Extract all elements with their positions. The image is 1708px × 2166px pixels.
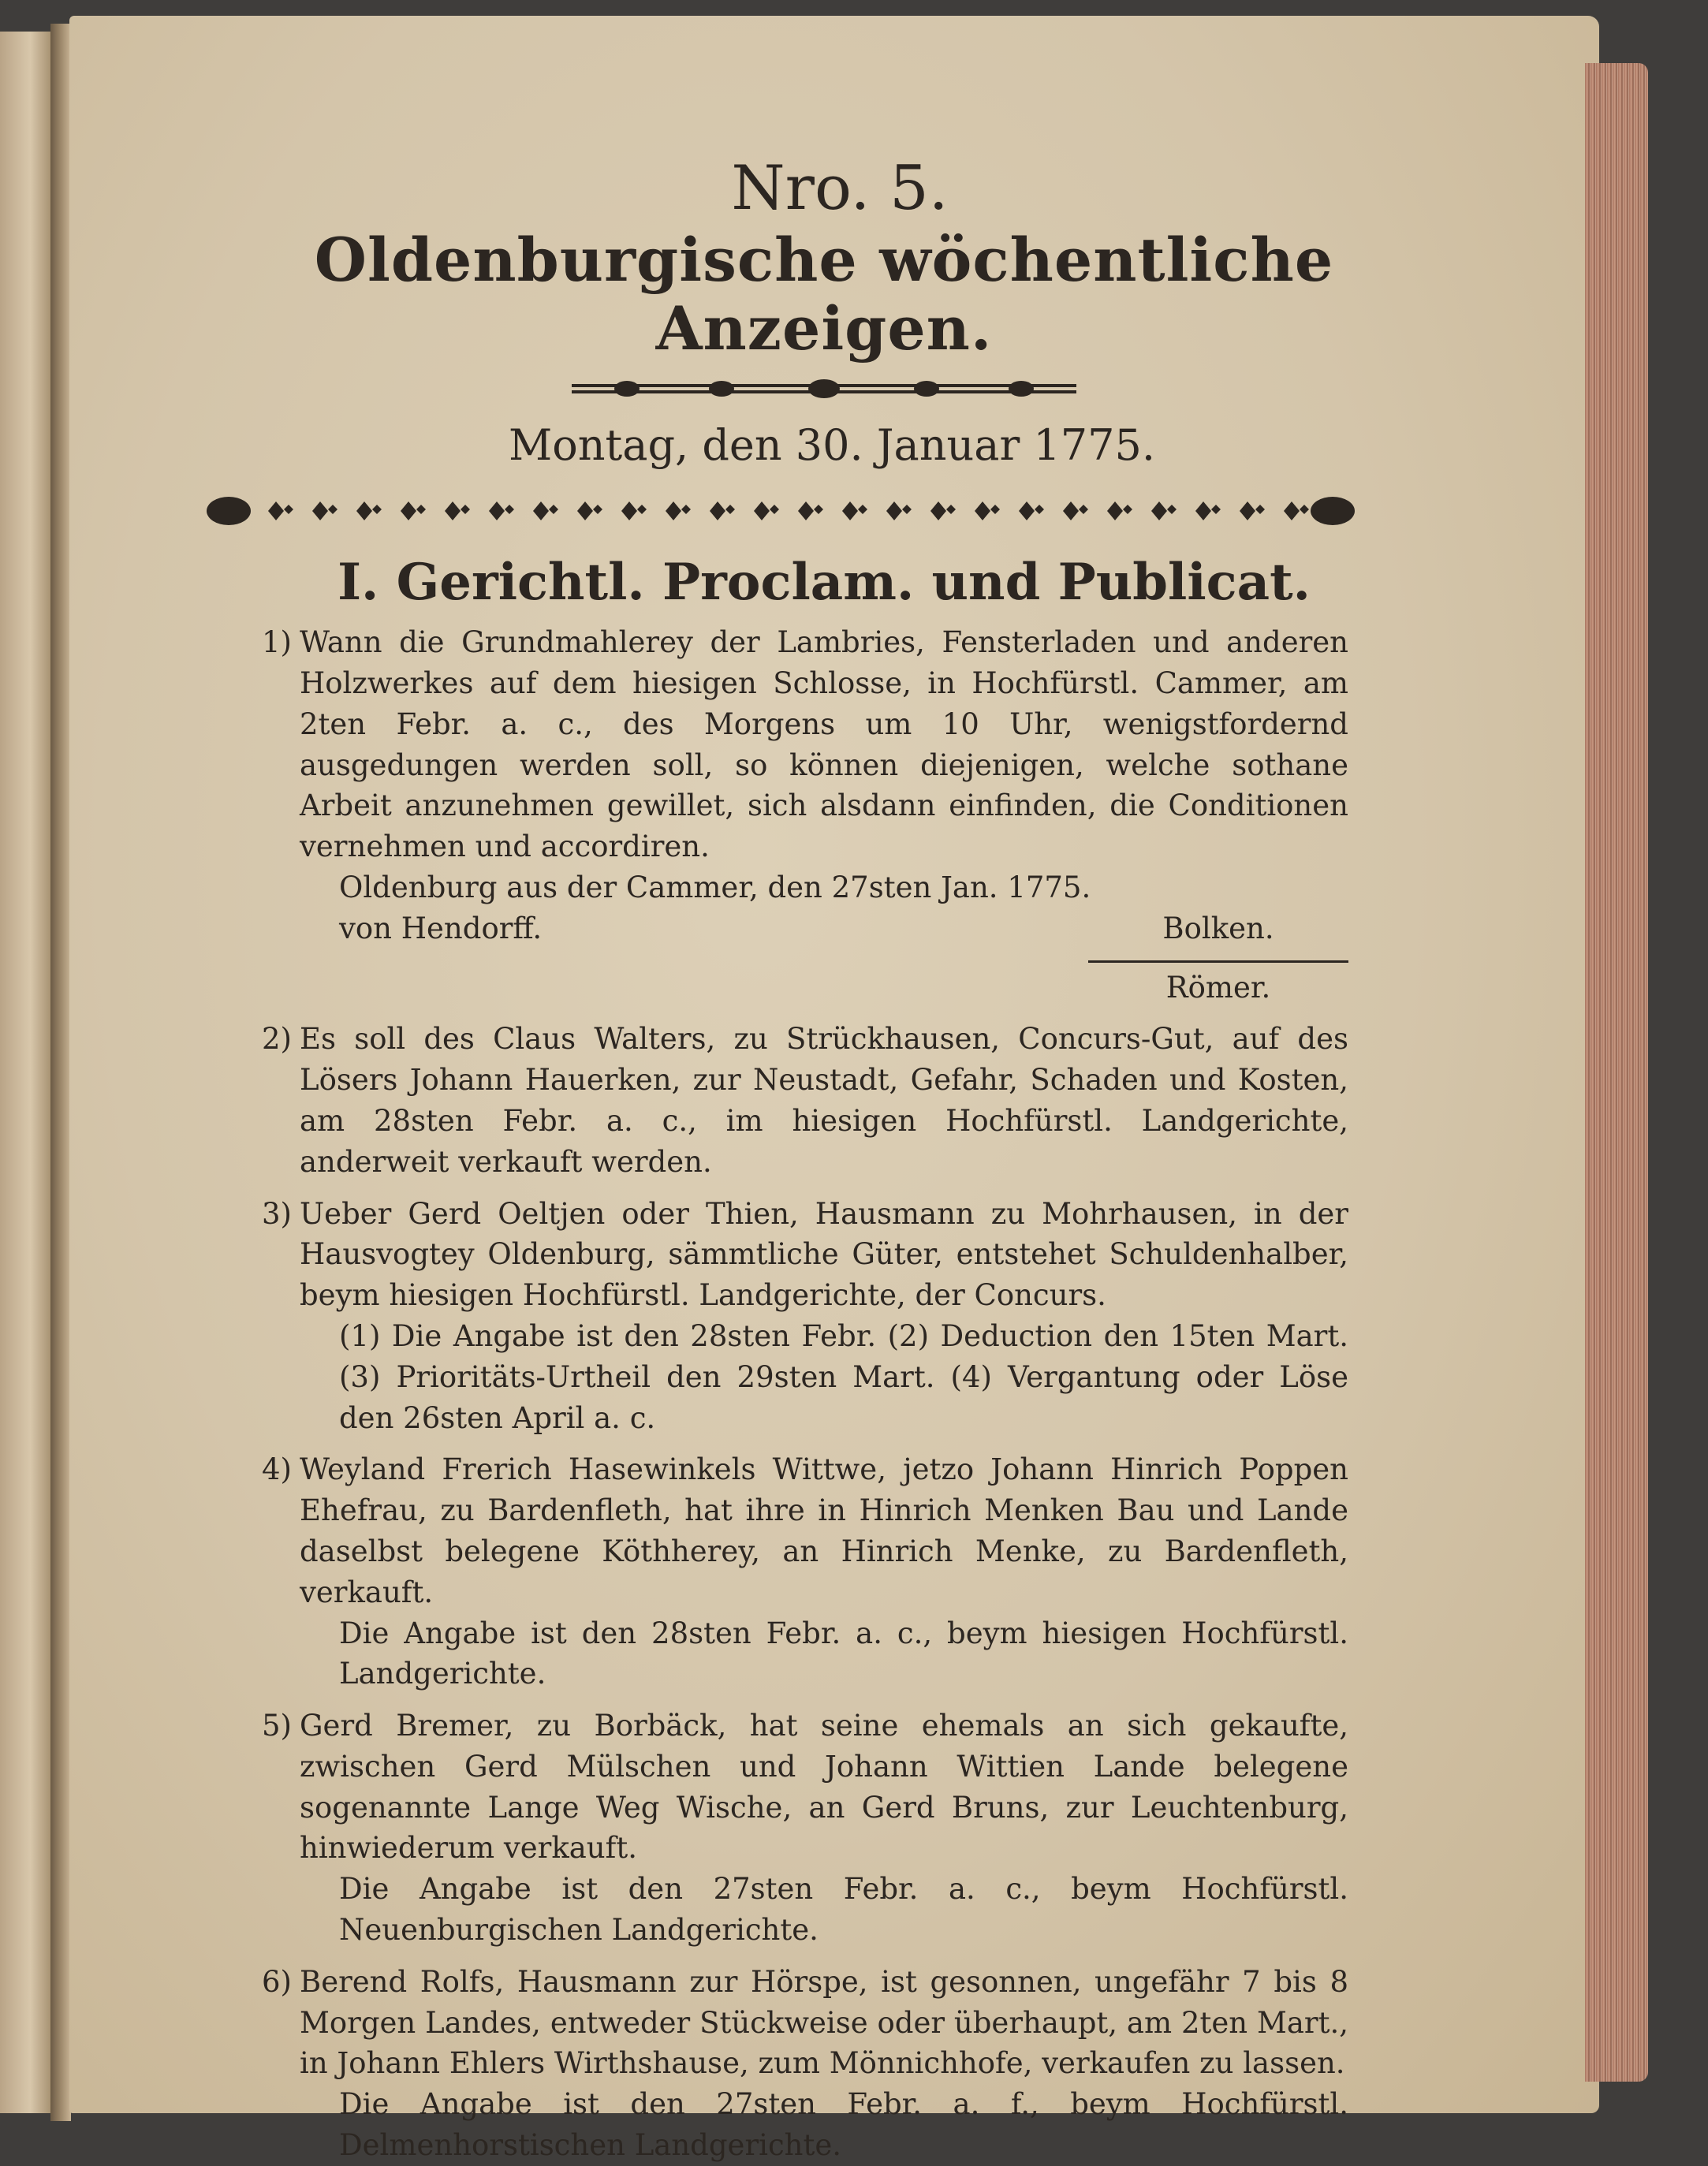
notice-text: Berend Rolfs, Hausmann zur Hörspe, ist gesonnen, ungefähr 7 bis 8 Morgen Landes, entweder Stückweise oder überhaupt, am 2ten Mart., in Johann Ehlers Wirthshause, zum Mönnichhofe, verkaufen zu lassen. <box>300 1964 1348 2081</box>
signer-right-bottom: Römer. <box>1165 970 1271 1005</box>
notice-deadline: Die Angabe ist den 27sten Febr. a. f., beym Hochfürstl. Delmenhorstischen Landgerichte. <box>339 2087 1348 2163</box>
ornament-glyphs <box>207 497 1355 525</box>
decorative-rule <box>572 378 1076 400</box>
notice-deadline: Die Angabe ist den 28sten Febr. a. c., beym hiesigen Hochfürstl. Landgerichte. <box>339 1616 1348 1691</box>
notice-text: Gerd Bremer, zu Borbäck, hat seine ehemals an sich gekaufte, zwischen Gerd Mülschen und Johann Wittien Lande belegene sogenannte Lange Weg Wische, an Gerd Bruns, zur Leuchtenburg, hinwiederum verkauft. <box>300 1709 1348 1866</box>
signer-left: von Hendorff. <box>339 911 543 945</box>
notice-number: 4) <box>262 1452 292 1487</box>
place-date: Oldenburg aus der Cammer, den 27sten Jan. 1775. <box>339 870 1091 904</box>
notice-4 <box>262 1449 1348 1694</box>
issue-date: Montag, den 30. Januar 1775. <box>508 419 1156 470</box>
notice-text: Weyland Frerich Hasewinkels Wittwe, jetzo Johann Hinrich Poppen Ehefrau, zu Bardenfleth, hat ihre in Hinrich Menken Bau und Lande daselbst belegene Köthherey, an Hinrich Menke, zu Bardenfleth, verkauft. <box>300 1452 1348 1609</box>
left-page-edge <box>0 32 50 2113</box>
notice-number: 2) <box>262 1022 292 1057</box>
signer-right-top: Bolken. <box>1162 911 1274 945</box>
notice-text: Ueber Gerd Oeltjen oder Thien, Hausmann zu Mohrhausen, in der Hausvogtey Oldenburg, sämmtliche Güter, entstehet Schuldenhalber, beym hiesigen Hochfürstl. Landgerichte, der Concurs. <box>300 1196 1348 1313</box>
newspaper-title: Oldenburgische wöchentliche Anzeigen. <box>314 225 1334 364</box>
notice-3 <box>262 1194 1348 1439</box>
signature-rule <box>1088 960 1348 963</box>
notice-5 <box>262 1706 1348 1951</box>
notice-text: Es soll des Claus Walters, zu Strückhausen, Concurs-Gut, auf des Lösers Johann Hauerken, zur Neustadt, Gefahr, Schaden und Kosten, am 28sten Febr. a. c., im hiesigen Hochfürstl. Landgerichte, anderweit verkauft werden. <box>300 1022 1348 1179</box>
notice-1 <box>262 622 1348 1008</box>
notice-number: 1) <box>262 625 292 660</box>
notice-text: Wann die Grundmahlerey der Lambries, Fensterladen und anderen Holzwerkes auf dem hiesigen Schlosse, in Hochfürstl. Cammer, am 2ten Febr. a. c., des Morgens um 10 Uhr, wenigstfordernd ausgedungen werden soll, so können diejenigen, welche sothane Arbeit anzunehmen gewillet, sich alsdann einfinden, die Conditionen vernehmen und accordiren. <box>300 625 1348 864</box>
notice-schedule: (1) Die Angabe ist den 28sten Febr. (2) Deduction den 15ten Mart. (3) Prioritäts-Urtheil den 29sten Mart. (4) Vergantung oder Löse den 26sten April a. c. <box>339 1318 1348 1435</box>
notice-number: 6) <box>262 1964 292 1999</box>
notice-number: 5) <box>262 1709 292 1743</box>
notice-6 <box>262 1962 1348 2166</box>
section-heading: I. Gerichtl. Proclam. und Publicat. <box>337 552 1311 612</box>
notice-deadline: Die Angabe ist den 27sten Febr. a. c., beym Hochfürstl. Neuenburgischen Landgerichte. <box>339 1872 1348 1948</box>
notice-2 <box>262 1019 1348 1182</box>
page-content <box>262 153 1348 2166</box>
issue-number: Nro. 5. <box>731 153 949 224</box>
page-edges <box>1585 63 1648 2082</box>
signatures <box>300 908 1348 1008</box>
ornament-band <box>205 487 1356 535</box>
book-gutter <box>50 24 71 2121</box>
notice-number: 3) <box>262 1196 292 1231</box>
masthead <box>300 153 1348 472</box>
signer-right-block <box>1088 908 1348 1008</box>
